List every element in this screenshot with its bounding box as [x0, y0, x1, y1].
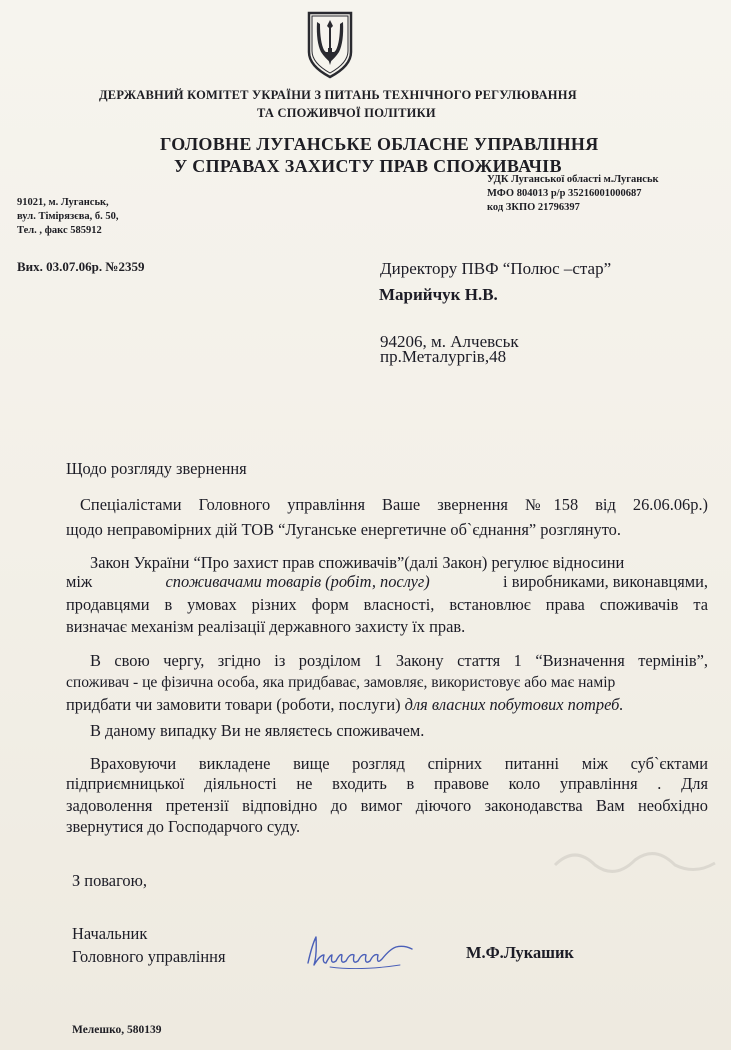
paragraph-5-line2: підприємницької діяльності не входить в правове коло управління . Для — [66, 774, 708, 793]
paragraph-2-line4: визначає механізм реалізації державного захисту їх прав. — [66, 617, 466, 636]
committee-name-line1: ДЕРЖАВНИЙ КОМІТЕТ УКРАЇНИ З ПИТАНЬ ТЕХНІЧНОГО РЕГУЛЮВАННЯ — [99, 88, 577, 102]
italic-fragment: для власних побутових потреб. — [404, 695, 624, 714]
text-fragment: придбати чи замовити товари (роботи, послуги) — [66, 695, 401, 714]
recipient-position: Директору ПВФ “Полюс –стар” — [380, 259, 612, 278]
bank-line: код ЗКПО 21796397 — [487, 202, 580, 213]
trident-emblem-icon — [305, 10, 355, 80]
paragraph-5-line3: задоволення претензії відповідно до вимог діючого законодавства Вам необхідно — [66, 796, 708, 815]
paragraph-2-line3: продавцями в умовах різних форм власності, встановлює права споживачів та — [66, 595, 708, 614]
signer-title-line1: Начальник — [72, 924, 148, 943]
paragraph-2-line1: Закон України “Про захист прав споживачів”(далі Закон) регулює відносини — [90, 553, 625, 572]
italic-fragment: споживачами товарів (робіт, послуг) — [165, 572, 430, 591]
signer-title-line2: Головного управління — [72, 947, 226, 966]
recipient-name: Марийчук Н.В. — [379, 285, 498, 304]
bank-line: УДК Луганської області м.Луганськ — [487, 174, 659, 185]
paragraph-1-line1: Спеціалістами Головного управління Ваше звернення №158 від 26.06.06р.) — [80, 495, 708, 514]
outgoing-reference: Вих. 03.07.06р. №2359 — [17, 259, 145, 274]
bank-details — [487, 173, 659, 215]
administration-name-line1: ГОЛОВНЕ ЛУГАНСЬКЕ ОБЛАСНЕ УПРАВЛІННЯ — [160, 134, 599, 154]
committee-name-line2: ТА СПОЖИВЧОЇ ПОЛІТИКИ — [257, 106, 436, 120]
paragraph-3-line3 — [66, 693, 623, 716]
executor-footer: Мелешко, 580139 — [72, 1024, 162, 1036]
paragraph-1-line2: щодо неправомірних дій ТОВ “Луганське енергетичне об`єднання” розглянуто. — [66, 520, 621, 539]
show-through-marks — [545, 835, 725, 885]
address-line: вул. Тімірязєва, б. 50, — [17, 211, 119, 222]
paragraph-5-line1: Враховуючи викладене вище розгляд спірних питанні між суб`єктами — [90, 754, 708, 773]
paragraph-3-line2: споживач - це фізична особа, яка придбаває, замовляє, використовує або має намір — [66, 674, 616, 691]
address-line: 91021, м. Луганськ, — [17, 197, 109, 208]
handwritten-signature — [300, 925, 420, 975]
letter-subject: Щодо розгляду звернення — [66, 459, 247, 478]
closing-regards: З повагою, — [72, 871, 147, 890]
paragraph-2-line2 — [66, 570, 708, 593]
paragraph-4: В даному випадку Ви не являєтесь споживачем. — [90, 721, 425, 740]
address-line: Тел. , факс 585912 — [17, 225, 102, 236]
paragraph-5-line4: звернутися до Господарчого суду. — [66, 817, 301, 836]
sender-address — [17, 196, 119, 238]
signer-name: М.Ф.Лукашик — [466, 943, 574, 962]
text-fragment: і виробниками, виконавцями, — [503, 572, 708, 591]
text-fragment: між — [66, 572, 93, 591]
recipient-street: пр.Металургів,48 — [380, 347, 507, 366]
bank-line: МФО 804013 р/р 35216001000687 — [487, 188, 642, 199]
paragraph-3-line1: В свою чергу, згідно із розділом 1 Закону стаття 1 “Визначення термінів”, — [90, 651, 708, 670]
administration-name-line2: У СПРАВАХ ЗАХИСТУ ПРАВ СПОЖИВАЧІВ — [174, 156, 562, 176]
recipient-city: 94206, м. Алчевськ — [380, 332, 519, 351]
